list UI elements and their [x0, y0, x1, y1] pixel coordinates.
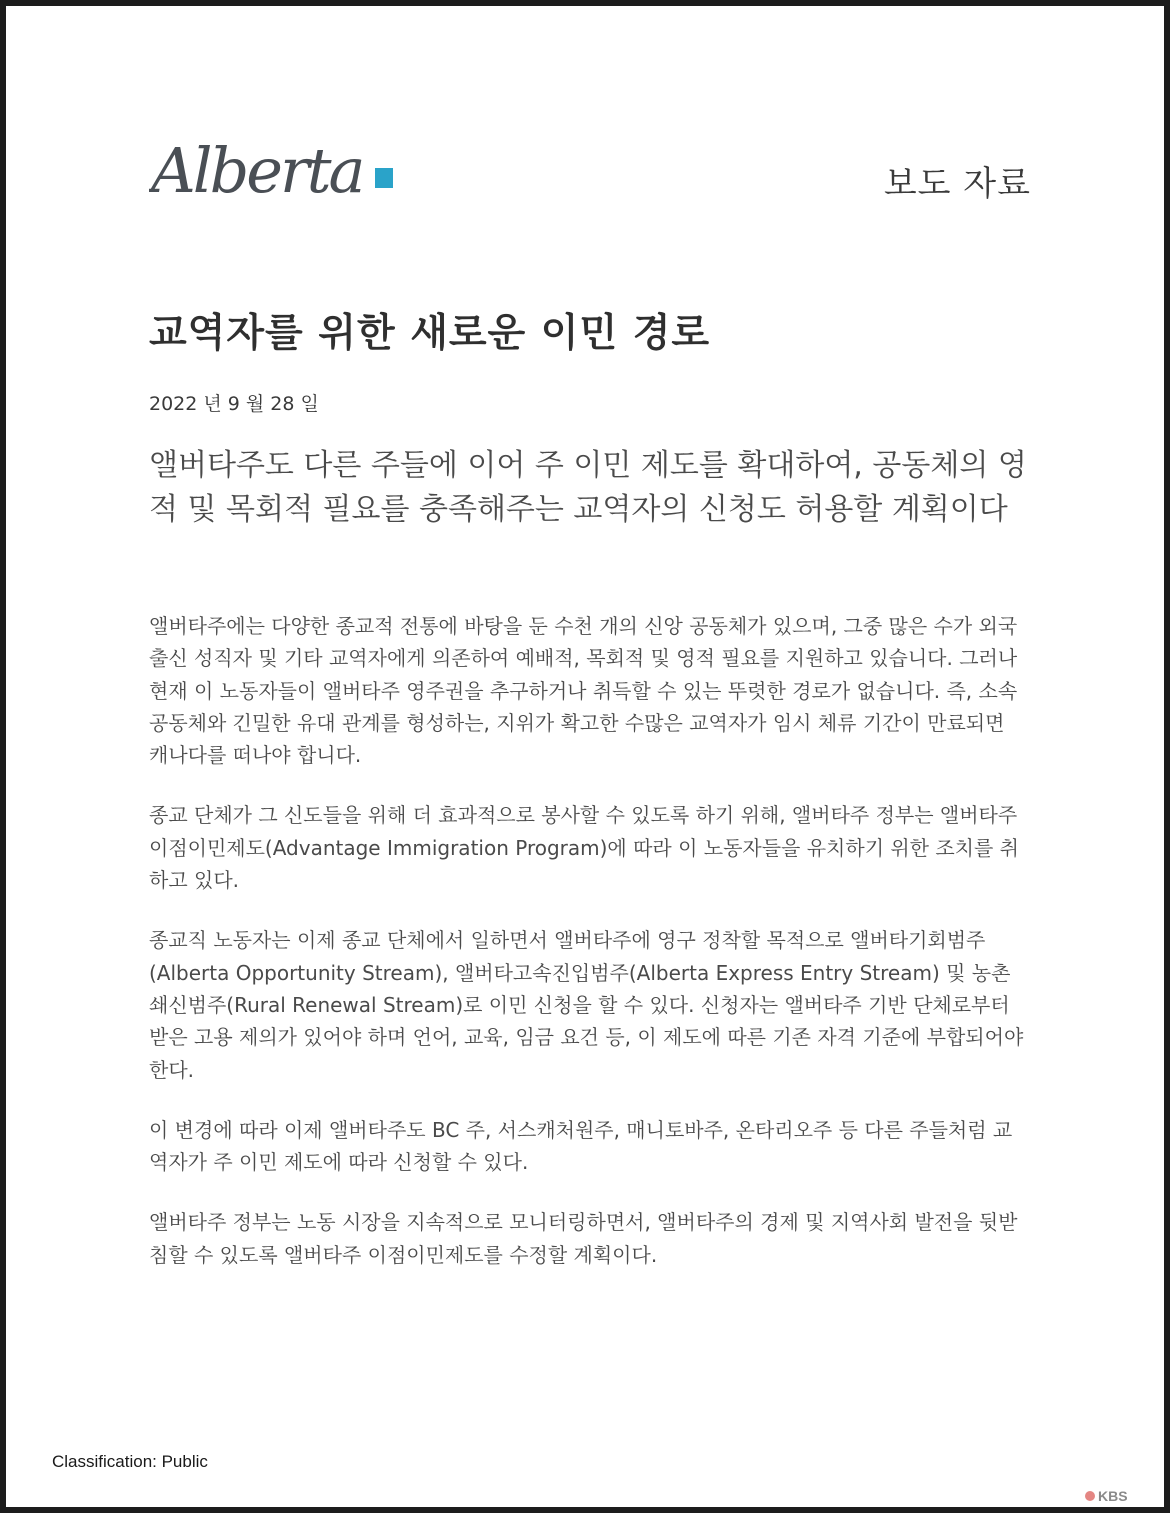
paragraph: 이 변경에 따라 이제 앨버타주도 BC 주, 서스캐처원주, 매니토바주, 온타리오주 등 다른 주들처럼 교역자가 주 이민 제도에 따라 신청할 수 있다.	[149, 1117, 1013, 1175]
subtitle: 앨버타주도 다른 주들에 이어 주 이민 제도를 확대하여, 공동체의 영적 및 목회적 필요를 충족해주는 교역자의 신청도 허용할 계획이다	[149, 448, 1027, 527]
watermark-text: KBS	[1098, 1488, 1128, 1503]
paragraph: 종교직 노동자는 이제 종교 단체에서 일하면서 앨버타주에 영구 정착할 목적으로 앨버타기회범주(Alberta Opportunity Stream), 앨버타고속진입범주(Alberta Express Entry Stream) 및 농촌쇄신범주(Rural Renewal Stream)로 이민 신청을 할 수 있다. 신청자는 앨버타주 기반 단체로부터 받은 고용 제의가 있어야 하며 언어, 교육, 임금 요건 등, 이 제도에 따른 기존 자격 기준에 부합되어야 한다.	[149, 928, 1024, 1082]
paragraph: 종교 단체가 그 신도들을 위해 더 효과적으로 봉사할 수 있도록 하기 위해, 앨버타주 정부는 앨버타주 이점이민제도(Advantage Immigration Program)에 따라 이 노동자들을 유치하기 위한 조치를 취하고 있다.	[149, 803, 1020, 893]
logo-square-icon	[375, 168, 393, 188]
release-date: 2022 년 9 월 28 일	[149, 393, 319, 415]
doc-type-label: 보도 자료	[883, 164, 1031, 204]
logo-text: Alberta	[151, 134, 363, 207]
paragraph: 앨버타주 정부는 노동 시장을 지속적으로 모니터링하면서, 앨버타주의 경제 및 지역사회 발전을 뒷받침할 수 있도록 앨버타주 이점이민제도를 수정할 계획이다.	[149, 1210, 1018, 1267]
classification-label: Classification: Public	[52, 1452, 208, 1471]
page-title: 교역자를 위한 새로운 이민 경로	[149, 311, 711, 356]
alberta-logo	[149, 124, 409, 214]
body-text	[149, 610, 1029, 1299]
kbs-watermark	[1082, 1487, 1152, 1503]
paragraph: 앨버타주에는 다양한 종교적 전통에 바탕을 둔 수천 개의 신앙 공동체가 있으며, 그중 많은 수가 외국 출신 성직자 및 기타 교역자에게 의존하여 예배적, 목회적 및 영적 필요를 지원하고 있습니다. 그러나 현재 이 노동자들이 앨버타주 영주권을 추구하거나 취득할 수 있는 뚜렷한 경로가 없습니다. 즉, 소속 공동체와 긴밀한 유대 관계를 형성하는, 지위가 확고한 수많은 교역자가 임시 체류 기간이 만료되면 캐나다를 떠나야 합니다.	[149, 614, 1018, 768]
